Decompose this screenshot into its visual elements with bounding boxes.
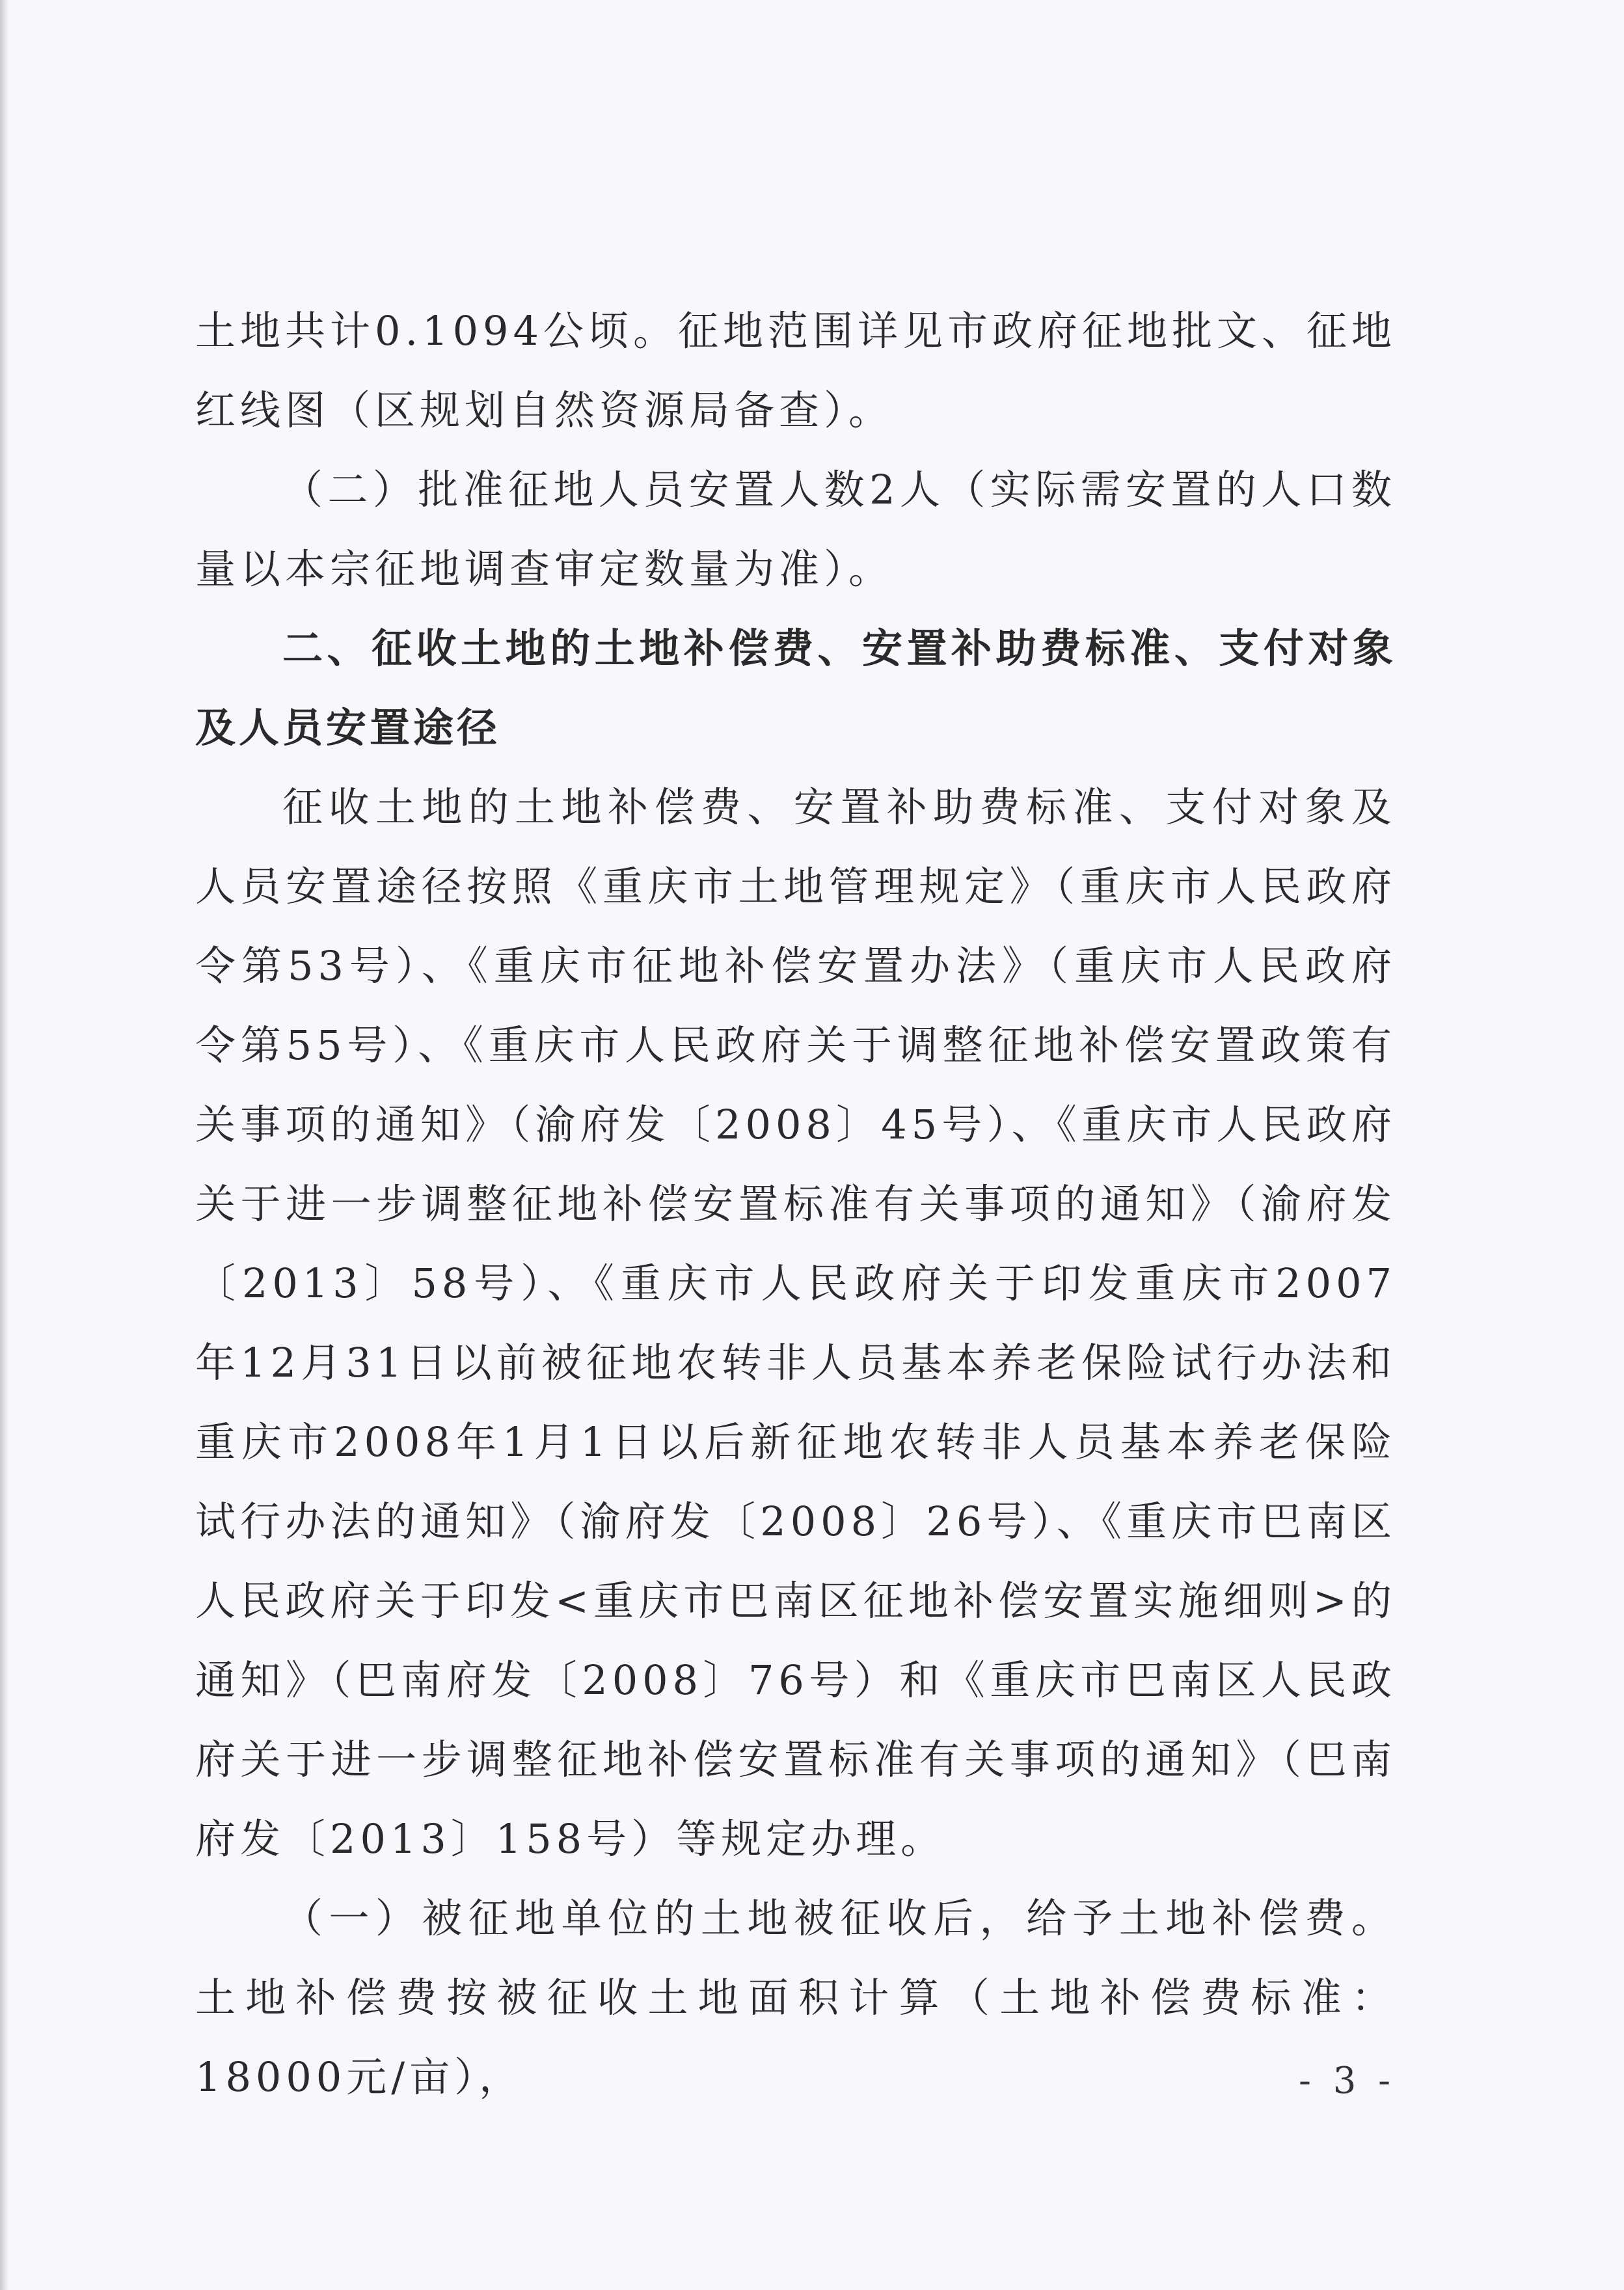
scan-edge-shadow <box>0 0 9 2290</box>
paragraph-land-compensation-fee: （一）被征地单位的土地被征收后，给予土地补偿费。土地补偿费按被征收土地面积计算（土地补偿费标准：18000元/亩）， <box>195 1894 1396 2101</box>
document-body <box>195 291 1396 2117</box>
page-number: - 3 - <box>1299 2060 1396 2102</box>
section-heading-compensation: 二、征收土地的土地补偿费、安置补助费标准、支付对象及人员安置途径 <box>195 625 1396 751</box>
paragraph-resettlement-count: （二）批准征地人员安置人数2人（实际需安置的人口数量以本宗征地调查审定数量为准）。 <box>195 466 1396 593</box>
paragraph-land-total: 土地共计0.1094公顷。征地范围详见市政府征地批文、征地红线图（区规划自然资源局备查）。 <box>195 307 1396 434</box>
paragraph-compensation-basis: 征收土地的土地补偿费、安置补助费标准、支付对象及人员安置途径按照《重庆市土地管理规定》（重庆市人民政府令第53号）、《重庆市征地补偿安置办法》（重庆市人民政府令第55号）、《重庆市人民政府关于调整征地补偿安置政策有关事项的通知》（渝府发〔2008〕45号）、《重庆市人民政府关于进一步调整征地补偿安置标准有关事项的通知》（渝府发〔2013〕58号）、《重庆市人民政府关于印发重庆市2007年12月31日以前被征地农转非人员基本养老保险试行办法和重庆市2008年1月1日以后新征地农转非人员基本养老保险试行办法的通知》（渝府发〔2008〕26号）、《重庆市巴南区人民政府关于印发<重庆市巴南区征地补偿安置实施细则>的通知》（巴南府发〔2008〕76号）和《重庆市巴南区人民政府关于进一步调整征地补偿安置标准有关事项的通知》（巴南府发〔2013〕158号）等规定办理。 <box>195 783 1396 1863</box>
